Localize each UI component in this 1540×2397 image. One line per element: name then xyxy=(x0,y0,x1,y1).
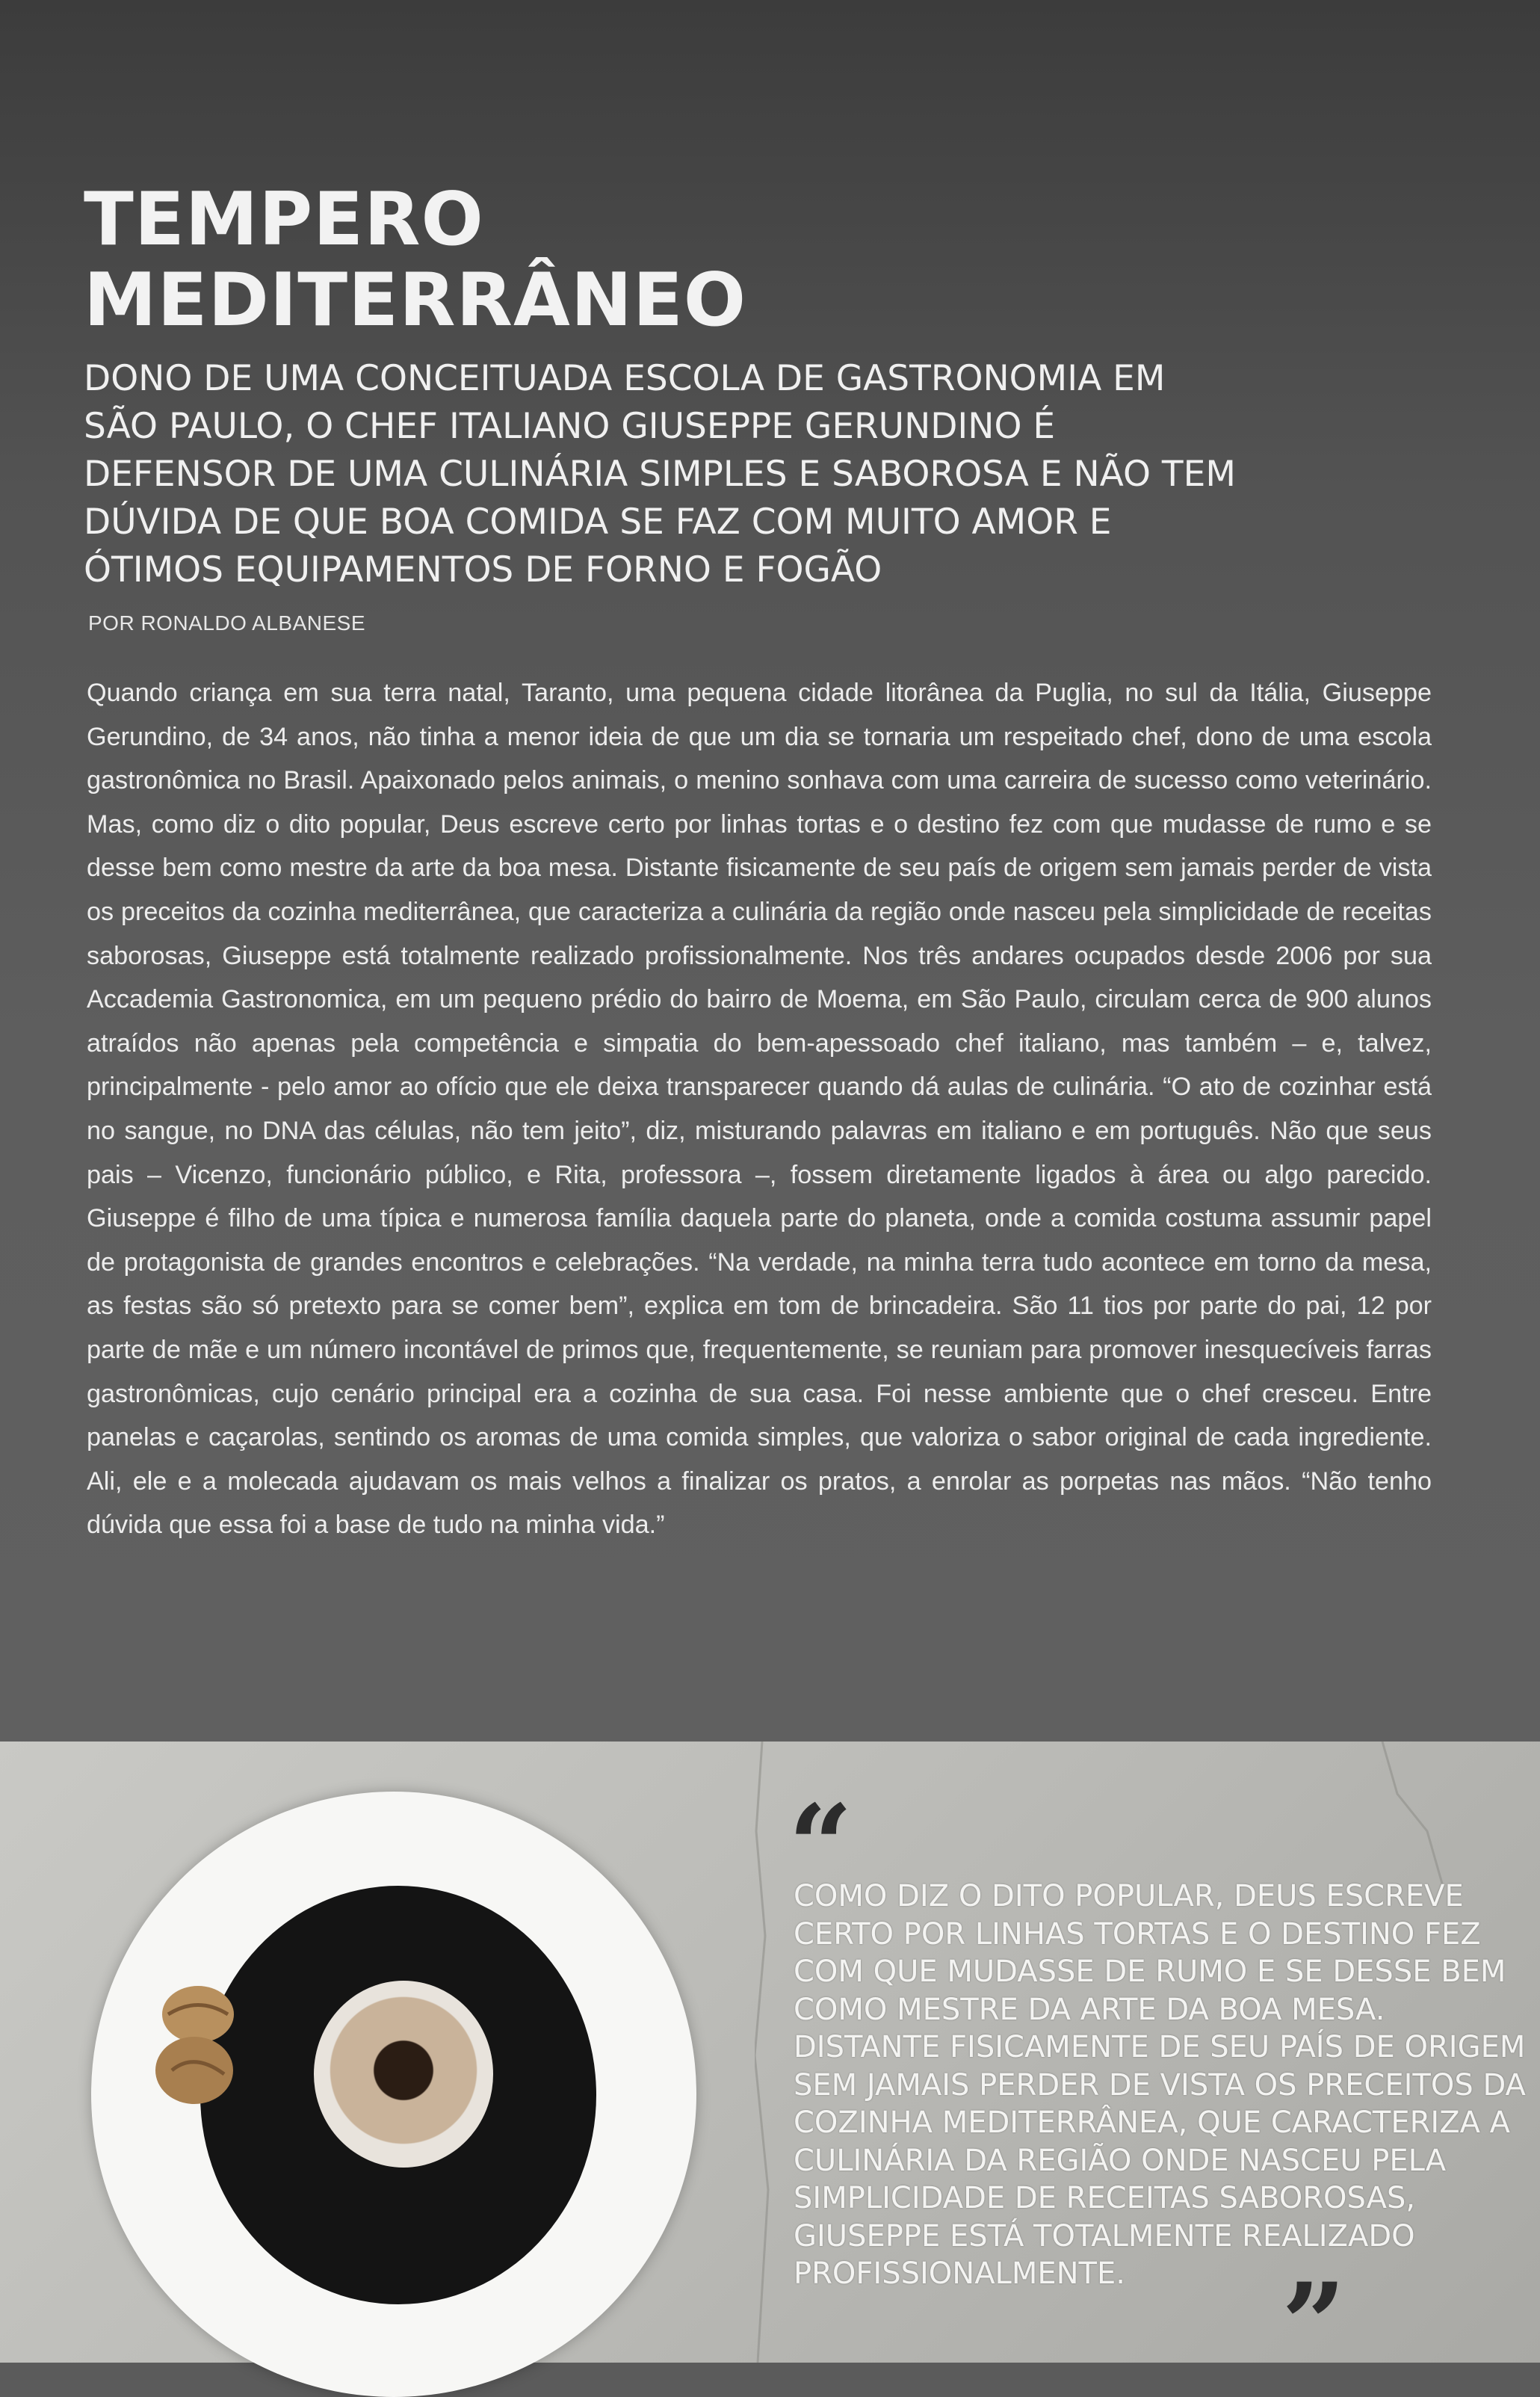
dessert xyxy=(314,1981,493,2168)
pull-quote: COMO DIZ O DITO POPULAR, DEUS ESCREVE CERTO POR LINHAS TORTAS E O DESTINO FEZ COM QUE MUDASSE DE RUMO E SE DESSE BEM COMO MESTRE DA ARTE DA BOA MESA. DISTANTE FISICAMENTE DE SEU PAÍS DE ORIGEM SEM JAMAIS PERDER DE VISTA OS PRECEITOS DA COZINHA MEDITERRÂNEA, QUE CARACTERIZA A CULINÁRIA DA REGIÃO ONDE NASCEU PELA SIMPLICIDADE DE RECEITAS SABOROSAS, GIUSEPPE ESTÁ TOTALMENTE REALIZADO PROFISSIONALMENTE. xyxy=(794,1879,1526,2291)
title-line-1: TEMPERO xyxy=(84,177,484,262)
article-title xyxy=(84,179,746,341)
article-body: Quando criança em sua terra natal, Taranto, uma pequena cidade litorânea da Puglia, no sul da Itália, Giuseppe Gerundino, de 34 anos, não tinha a menor ideia de que um dia se tornaria um respeitado chef, dono de uma escola gastronômica no Brasil. Apaixonado pelos animais, o menino sonhava com uma carreira de sucesso como veterinário. Mas, como diz o dito popular, Deus escreve certo por linhas tortas e o destino fez com que mudasse de rumo e se desse bem como mestre da arte da boa mesa. Distante fisicamente de seu país de origem sem jamais perder de vista os preceitos da cozinha mediterrânea, que caracteriza a culinária da região onde nasceu pela simplicidade de receitas saborosas, Giuseppe está totalmente realizado profissionalmente. Nos três andares ocupados desde 2006 por sua Accademia Gastronomica, em um pequeno prédio do bairro de Moema, em São Paulo, circulam cerca de 900 alunos atraídos não apenas pela competência e simpatia do bem-apessoado chef italiano, mas também – e, talvez, principalmente - pelo amor ao ofício que ele deixa transparecer quando dá aulas de culinária. “O ato de cozinhar está no sangue, no DNA das células, não tem jeito”, diz, misturando palavras em italiano e em português. Não que seus pais – Vicenzo, funcionário público, e Rita, professora –, fossem diretamente ligados à área ou algo parecido. Giuseppe é filho de uma típica e numerosa família daquela parte do planeta, onde a comida costuma assumir papel de protagonista de grandes encontros e celebrações. “Na verdade, na minha terra tudo acontece em torno da mesa, as festas são só pretexto para se comer bem”, explica em tom de brincadeira. São 11 tios por parte do pai, 12 por parte de mãe e um número incontável de primos que, frequentemente, se reuniam para promover inesquecíveis farras gastronômicas, cujo cenário principal era a cozinha de sua casa. Foi nesse ambiente que o chef cresceu. Entre panelas e caçarolas, sentindo os aromas de uma comida simples, que valoriza o sabor original de cada ingrediente. Ali, ele e a molecada ajudavam os mais velhos a finalizar os pratos, a enrolar as porpetas nas mãos. “Não tenho dúvida que essa foi a base de tudo na minha vida.” xyxy=(87,679,1432,1540)
quote-open-mark: “ xyxy=(788,1780,853,1912)
article-subtitle: DONO DE UMA CONCEITUADA ESCOLA DE GASTRONOMIA EM SÃO PAULO, O CHEF ITALIANO GIUSEPPE GERUNDINO É DEFENSOR DE UMA CULINÁRIA SIMPLES E SABOROSA E NÃO TEM DÚVIDA DE QUE BOA COMIDA SE FAZ COM MUITO AMOR E ÓTIMOS EQUIPAMENTOS DE FORNO E FOGÃO xyxy=(84,358,1236,590)
quote-close-mark: ” xyxy=(1281,2259,1346,2390)
title-line-2: MEDITERRÂNEO xyxy=(84,258,747,343)
walnut-garnish xyxy=(153,1981,243,2115)
byline: POR RONALDO ALBANESE xyxy=(88,611,366,635)
